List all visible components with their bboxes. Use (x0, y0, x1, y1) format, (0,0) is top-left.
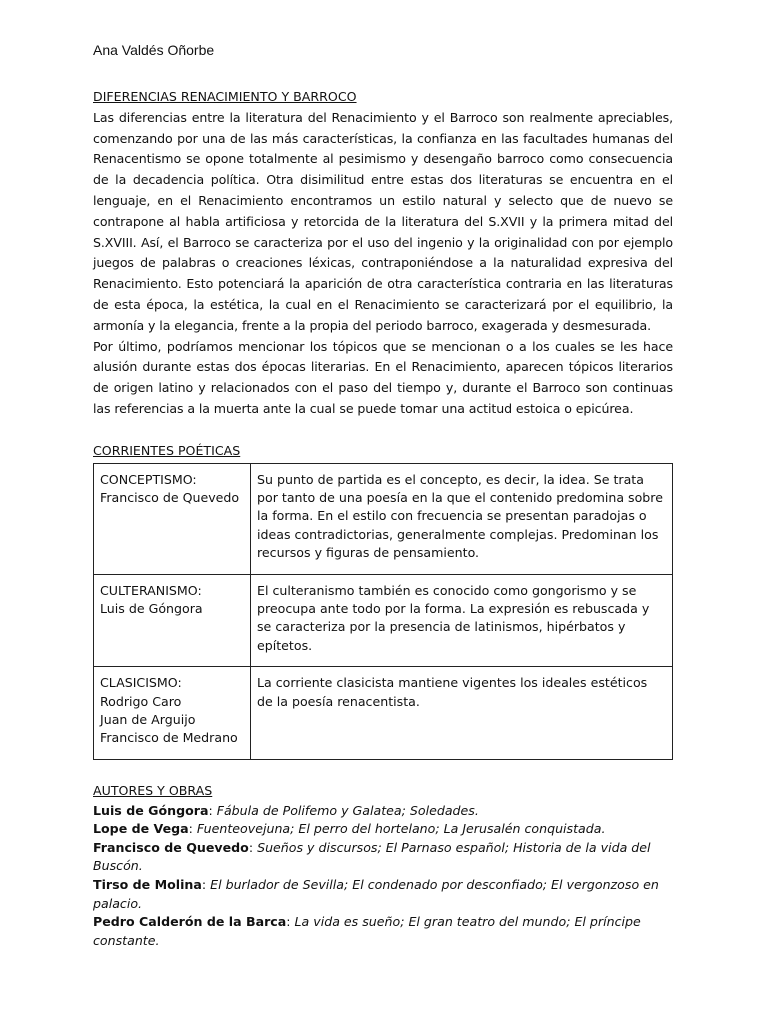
table-row (94, 463, 673, 574)
corriente-name: CULTERANISMO: (100, 582, 202, 598)
list-item: Francisco de Quevedo: Sueños y discursos; El Parnaso español; Historia de la vida del Buscón. (93, 839, 651, 874)
document-body (93, 87, 673, 950)
table-row (94, 667, 673, 760)
corriente-cell (94, 667, 251, 760)
list-item: Tirso de Molina: El burlador de Sevilla; El condenado por desconfiado; El vergonzoso en palacio. (93, 877, 659, 911)
corriente-name: CONCEPTISMO: (100, 471, 197, 487)
list-item: Luis de Góngora: Fábula de Polifemo y Galatea; Soledades. (93, 802, 479, 818)
autor-name: Tirso de Molina (93, 877, 202, 892)
paragraph-1: Las diferencias entre la literatura del Renacimiento y el Barroco son realmente apreciables, comenzando por una de las más características, la confianza en las facultades humanas del Renacentismo se opone totalmente al pesimismo y desengaño barroco como consecuencia de la decadencia política. Otra disimilitud entre estas dos literaturas se encuentra en el lenguaje, en el Renacimiento encontramos un estilo natural y selecto que de nuevo se contrapone al habla artificiosa y retorcida de la literatura del S.XVII y la primera mitad del S.XVIII. Así, el Barroco se caracteriza por el uso del ingenio y la originalidad con por ejemplo juegos de palabras o creaciones léxicas, contraponiéndose a la naturalidad expresiva del Renacimiento. Esto potenciará la aparición de otra característica contraria en las literaturas de esta época, la estética, la cual en el Renacimiento se caracterizará por el equilibrio, la armonía y la elegancia, frente a la propia del periodo barroco, exagerada y desmesurada. (93, 109, 673, 333)
table-row (94, 574, 673, 667)
corriente-name: CLASICISMO: (100, 675, 182, 691)
autor-name: Pedro Calderón de la Barca (93, 914, 287, 930)
autores-list (93, 802, 673, 951)
autor-works: La vida es sueño; El gran teatro del mundo; El príncipe constante. (93, 914, 641, 948)
corriente-description: La corriente clasicista mantiene vigentes los ideales estéticos de la poesía renacentista. (251, 667, 673, 760)
autor-name: Francisco de Quevedo (93, 839, 249, 855)
document-author: Ana Valdés Oñorbe (93, 42, 215, 58)
autor-works: El burlador de Sevilla; El condenado por desconfiado; El vergonzoso en palacio. (93, 877, 659, 911)
section-title-autores: AUTORES Y OBRAS (93, 782, 213, 798)
list-item: Lope de Vega: Fuenteovejuna; El perro del hortelano; La Jerusalén conquistada. (93, 821, 606, 837)
corriente-author: Francisco de Quevedo (100, 489, 240, 505)
paragraph-2: Por último, podríamos mencionar los tópicos que se mencionan o a los cuales se les hace alusión durante estas dos épocas literarias. En el Renacimiento, aparecen tópicos literarios de origen latino y relacionados con el paso del tiempo y, durante el Barroco son continuas las referencias a la muerta ante la cual se puede tomar una actitud estoica o epicúrea. (93, 338, 673, 416)
autor-works: Fábula de Polifemo y Galatea; Soledades. (216, 802, 479, 818)
autor-name: Luis de Góngora (93, 802, 209, 818)
section-title-corrientes: CORRIENTES POÉTICAS (93, 442, 241, 458)
corriente-author: Francisco de Medrano (100, 730, 238, 746)
corriente-author: Juan de Arguijo (100, 712, 196, 728)
corriente-cell (94, 574, 251, 667)
corriente-author: Rodrigo Caro (100, 693, 182, 709)
autor-works: Sueños y discursos; El Parnaso español; Historia de la vida del Buscón. (93, 839, 651, 874)
corriente-cell (94, 463, 251, 574)
corrientes-table (93, 463, 673, 760)
corriente-description: El culteranismo también es conocido como gongorismo y se preocupa ante todo por la forma. La expresión es rebuscada y se caracteriza por la presencia de latinismos, hipérbatos y epítetos. (251, 574, 673, 667)
corriente-description: Su punto de partida es el concepto, es decir, la idea. Se trata por tanto de una poesía en la que el contenido predomina sobre la forma. En el estilo con frecuencia se presentan paradojas o ideas contradictorias, generalmente complejas. Predominan los recursos y figuras de pensamiento. (251, 463, 673, 574)
list-item: Pedro Calderón de la Barca: La vida es sueño; El gran teatro del mundo; El príncipe constante. (93, 914, 641, 948)
autor-name: Lope de Vega (93, 821, 189, 837)
section-title-diferencias: DIFERENCIAS RENACIMIENTO Y BARROCO (93, 89, 357, 104)
corriente-author: Luis de Góngora (100, 600, 203, 616)
autor-works: Fuenteovejuna; El perro del hortelano; La Jerusalén conquistada. (196, 821, 606, 837)
